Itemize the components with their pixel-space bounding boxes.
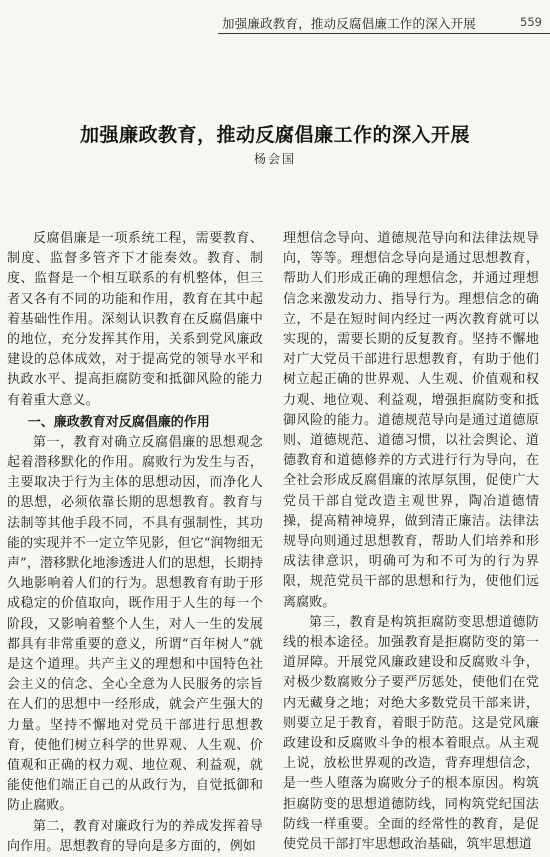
right-column (283, 229, 539, 855)
intro-paragraph: 反腐倡廉是一项系统工程，需要教育、制度、监督多管齐下才能奏效。教育、制度、监督是一个相互联系的有机整体，但三者又各有不同的功能和作用，教育在其中起着基础性作用。深刻认识教育在反腐倡廉中的地位，充分发挥其作用，关系到党风廉政建设的总体成效，对于提高党的领导水平和执政水平、提高拒腐防变和抵御风险的能力有着重大意义。 (7, 231, 263, 408)
paragraph-first-point: 第一，教育对确立反腐倡廉的思想观念起着潜移默化的作用。腐败行为发生与否，主要取决于行为主体的思想动因，而净化人的思想，必须依靠长期的思想教育。教育与法制等其他手段不同，不具有强制性，其功能的实现并不一定立竿见影，但它“润物细无声”，潜移默化地渗透进人们的思想，长期持久地影响着人们的行为。思想教育有助于形成稳定的价值取向，既作用于人生的每一个阶段，又影响着整个人生，对人一生的发展都具有非常重要的意义，所谓“百年树人”就是这个道理。共产主义的理想和中国特色社会主义的信念、全心全意为人民服务的宗旨在人们的思想中一经形成，就会产生强大的力量。坚持不懈地对党员干部进行思想教育，使他们树立科学的世界观、人生观、价值观和正确的权力观、地位观、利益观，就能使他们端正自己的从政行为，自觉抵御和防止腐败。 (7, 434, 263, 814)
paragraph-third-point: 第三，教育是构筑拒腐防变思想道德防线的根本途径。加强教育是拒腐防变的第一道屏障。开展党风廉政建设和反腐败斗争，对极少数腐败分子要严厉惩处，使他们在党内无藏身之地；对绝大多数党员干部来讲，则要立足于教育，着眼于防范。这是党风廉政建设和反腐败斗争的根本着眼点。从主观上说，放松世界观的改造，背弃理想信念，是一些人堕落为腐败分子的根本原因。构筑拒腐防变的思想道德防线，同构筑党纪国法防线一样重要。全面的经常性的教育，是促使党员干部打牢思想政治基础，筑牢思想道 (283, 614, 539, 853)
page-number: 559 (520, 15, 542, 29)
paragraph-second-point: 第二，教育对廉政行为的养成发挥着导向作用。思想教育的导向是多方面的，例如 (7, 818, 263, 854)
paragraph-second-point-continued: 理想信念导向、道德规范导向和法律法规导向，等等。理想信念导向是通过思想教育，帮助人们形成正确的理想信念，并通过理想信念来激发动力、指导行为。理想信念的确立，不是在短时间内经过一两次教育就可以实现的，需要长期的反复教育。坚持不懈地对广大党员干部进行思想教育，有助于他们树立起正确的世界观、人生观、价值观和权力观、地位观、利益观，增强拒腐防变和抵御风险的能力。道德规范导向是通过道德原则、道德规范、道德习惯，以社会舆论、道德教育和道德修养的方式进行行为导向，在全社会形成反腐倡廉的浓厚氛围，促使广大党员干部自觉改造主观世界，陶冶道德情操，提高精神境界，做到清正廉洁。法律法规导向则通过思想教育，帮助人们培养和形成法律意识，明确可为和不可为的行为界限，规范党员干部的思想和行为，使他们远离腐败。 (283, 231, 539, 610)
header-rule (218, 33, 550, 34)
section-heading-1: 一、廉政教育对反腐倡廉的作用 (27, 414, 210, 430)
running-header-title: 加强廉政教育，推动反腐倡廉工作的深入开展 (222, 16, 477, 31)
article-author: 杨会国 (253, 152, 296, 166)
article-title: 加强廉政教育，推动反腐倡廉工作的深入开展 (79, 124, 470, 146)
left-column (7, 229, 263, 857)
